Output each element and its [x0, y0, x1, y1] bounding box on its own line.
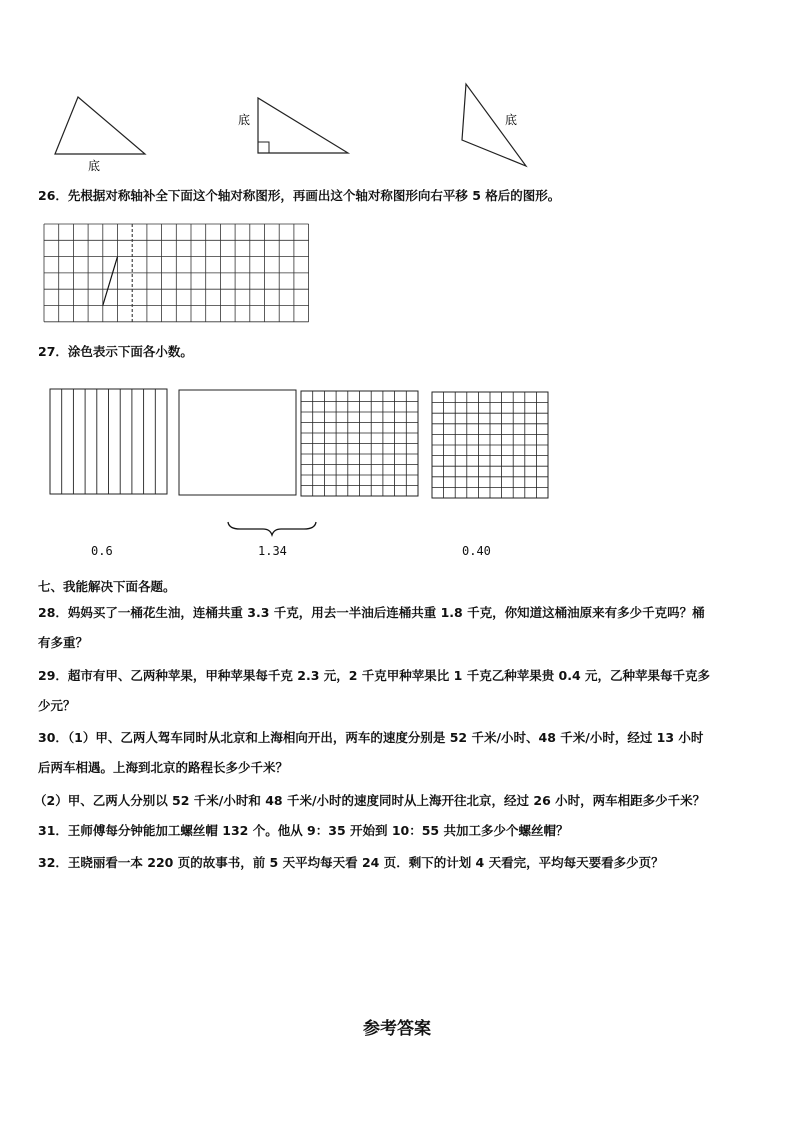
triangle-1-base-label: 底 — [88, 159, 101, 173]
q28-line1: 28．妈妈买了一桶花生油，连桶共重 3.3 千克，用去一半油后连桶共重 1.8 千克，你知道这桶油原来有多少千克吗？桶 — [38, 605, 705, 620]
q31-text: 31．王师傅每分钟能加工螺丝帽 132 个。他从 9：35 开始到 10：55 共加工多少个螺丝帽？ — [38, 823, 569, 838]
q29-line1: 29．超市有甲、乙两种苹果，甲种苹果每千克 2.3 元，2 千克甲种苹果比 1 千克乙种苹果贵 0.4 元，乙种苹果每千克多 — [38, 668, 711, 683]
triangle-3-base-label: 底 — [505, 113, 518, 127]
section7-heading: 七、我能解决下面各题。 — [38, 579, 176, 594]
decimal-1-34: 1.34 — [258, 544, 287, 558]
q30-line2: 后两车相遇。上海到北京的路程长多少千米？ — [38, 760, 289, 775]
decimal-0-6: 0.6 — [91, 544, 113, 558]
q27-figures — [0, 0, 794, 540]
q30-line3: （2）甲、乙两人分别以 52 千米/小时和 48 千米/小时的速度同时从上海开往北京，经过 26 小时，两车相距多少千米？ — [34, 793, 706, 808]
whole-square — [179, 390, 296, 495]
decimal-0-40: 0.40 — [462, 544, 491, 558]
q27-text: 27．涂色表示下面各小数。 — [38, 344, 193, 359]
q26-text: 26．先根据对称轴补全下面这个轴对称图形，再画出这个轴对称图形向右平移 5 格后的图形。 — [38, 188, 561, 203]
triangle-2-base-label: 底 — [238, 113, 251, 127]
q30-line1: 30．（1）甲、乙两人驾车同时从北京和上海相向开出，两车的速度分别是 52 千米/小时、48 千米/小时，经过 13 小时 — [38, 730, 704, 745]
q29-line2: 少元？ — [38, 698, 76, 713]
q32-text: 32．王晓丽看一本 220 页的故事书，前 5 天平均每天看 24 页．剩下的计划 4 天看完，平均每天要看多少页？ — [38, 855, 664, 870]
brace — [228, 522, 316, 535]
q28-line2: 有多重？ — [38, 635, 89, 650]
answer-heading: 参考答案 — [363, 1019, 431, 1039]
